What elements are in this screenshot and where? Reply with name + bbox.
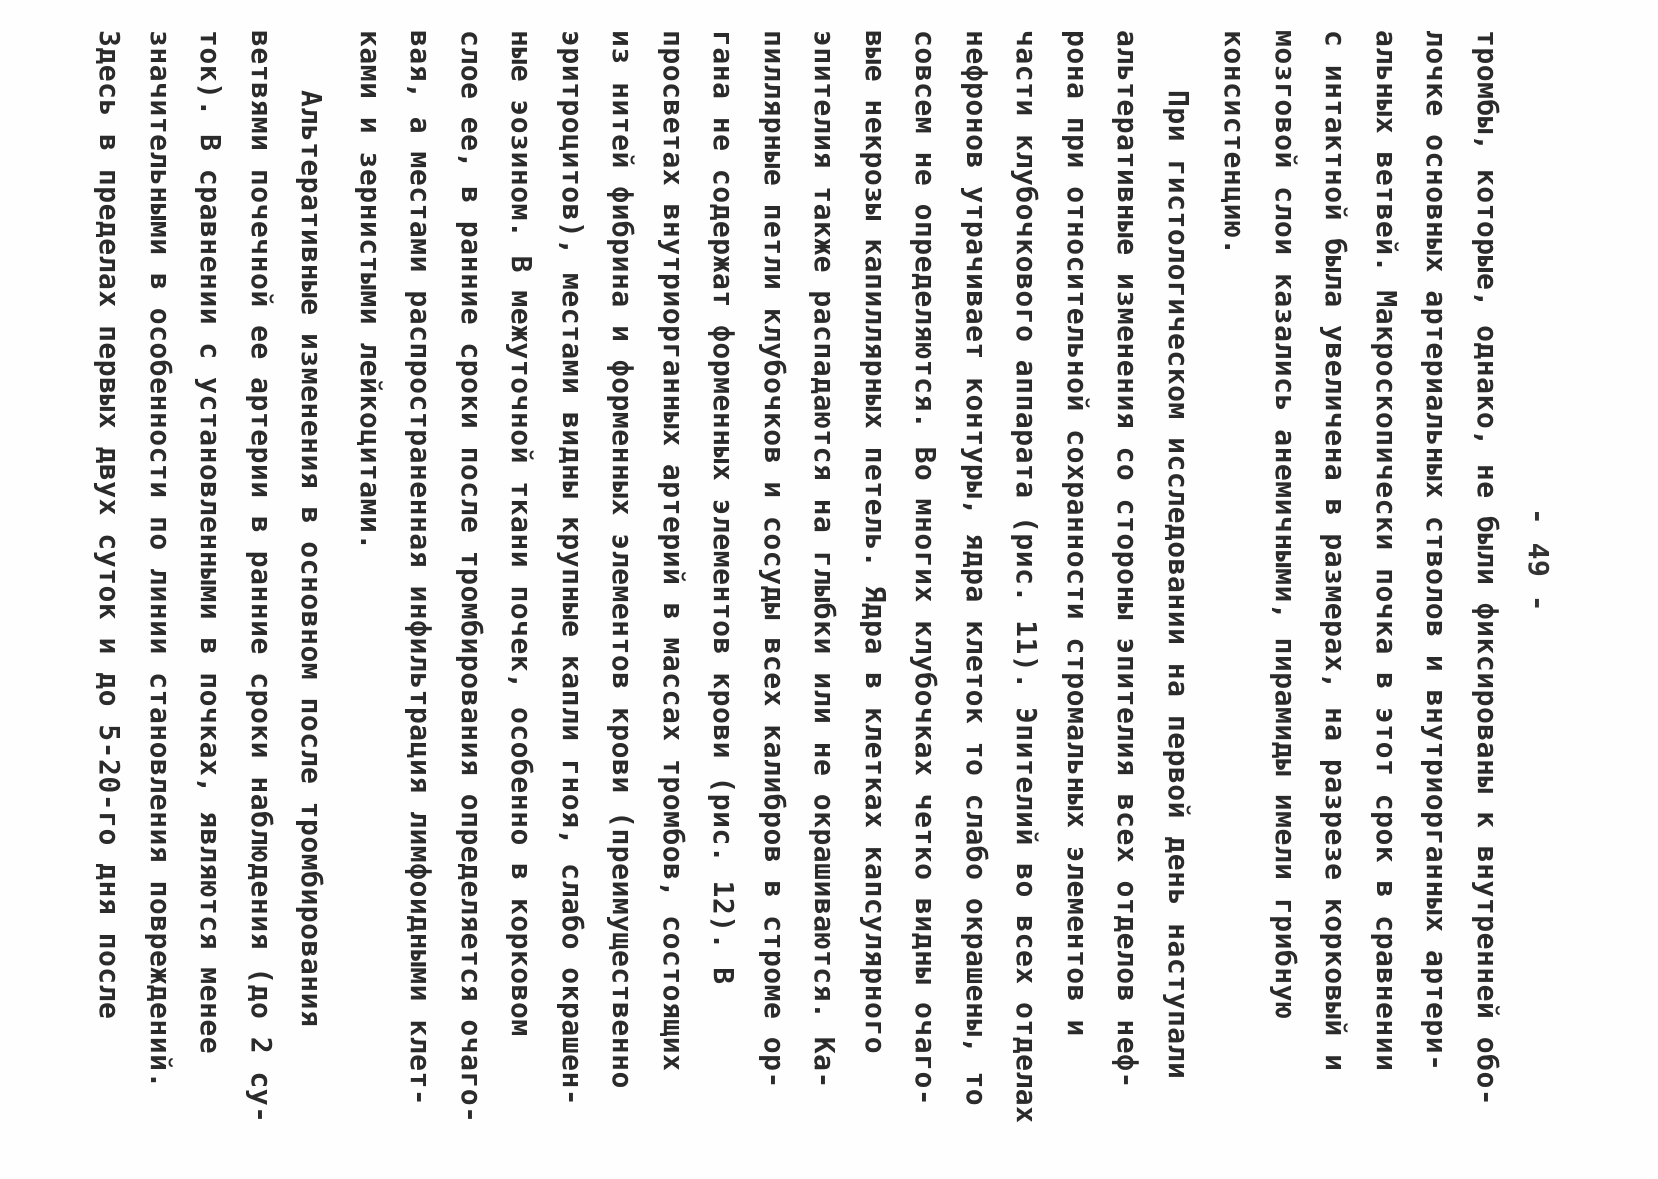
text-line: гана не содержат форменных элементов крови (рис. 12). В	[707, 30, 741, 985]
text-line: части клубочкового аппарата (рис. 11). Эпителий во всех отделах	[1010, 30, 1044, 1124]
text-line: вая, а местами распространенная инфильтрация лимфоидными клет-	[404, 30, 438, 1107]
text-line: Здесь в пределах первых двух суток и до 5-20-го дня после	[93, 30, 127, 1020]
text-line: просветах внутриорганных артерий в массах тромбов, состоящих	[657, 30, 690, 1072]
text-line: ками и зернистыми лейкоцитами.	[354, 30, 387, 551]
text-line: значительными в особенности по линии становления повреждений.	[144, 30, 177, 1089]
text-line: альтеративные изменения со стороны эпителия всех отделов неф-	[1111, 30, 1145, 1089]
text-line: слое ее, в ранние сроки после тромбирования определяется очаго-	[455, 30, 488, 1124]
page-number: - 49 -	[1522, 507, 1555, 613]
text-line: При гистологическом исследовании на первой день наступали	[1162, 90, 1195, 1080]
text-line: рона при относительной сохранности стромальных элементов и	[1061, 30, 1094, 1037]
text-line: мозговой слои казались анемичными, пирамиды имели грибную	[1269, 30, 1302, 1020]
text-line: лочке основных артериальных стволов и внутриорганных артери-	[1420, 30, 1454, 1072]
text-line: эпителия также распадаются на глыбки или не окрашиваются. Ка-	[808, 30, 842, 1089]
text-line: эритроцитов), местами видны крупные капли гноя, слабо окрашен-	[556, 30, 589, 1107]
text-line: пиллярные петли клубочков и сосуды всех калибров в строме ор-	[758, 30, 791, 1089]
text-line: ветвями почечной ее артерии в ранние сроки наблюдения (до 2 су-	[245, 30, 278, 1124]
text-line: совсем не определяются. Во многих клубочках четко видны очаго-	[909, 30, 943, 1107]
text-line: нефронов утрачивает контуры, ядра клеток то слабо окрашены, то	[960, 30, 993, 1107]
text-line: Альтеративные изменения в основном после тромбирования	[295, 90, 329, 1028]
text-line: с интактной была увеличена в размерах, на разрезе корковый и	[1319, 30, 1353, 1072]
text-line: из нитей фибрина и форменных элементов крови (преимущественно	[606, 30, 640, 1089]
text-line: вые некрозы капиллярных петель. Ядра в клетках капсулярного	[859, 30, 892, 1055]
text-line: ток). В сравнении с установленными в почках, являются менее	[194, 30, 228, 1055]
text-line: ные эозином. В межуточной ткани почек, особенно в корковом	[505, 30, 539, 1037]
text-line: альных ветвей. Макроскопически почка в этот срок в сравнении	[1370, 30, 1403, 1072]
rotated-text-block	[55, 30, 1555, 1150]
text-line: тромбы, которые, однако, не были фиксированы к внутренней обо-	[1471, 30, 1504, 1107]
text-line: консистенцию.	[1218, 30, 1252, 256]
